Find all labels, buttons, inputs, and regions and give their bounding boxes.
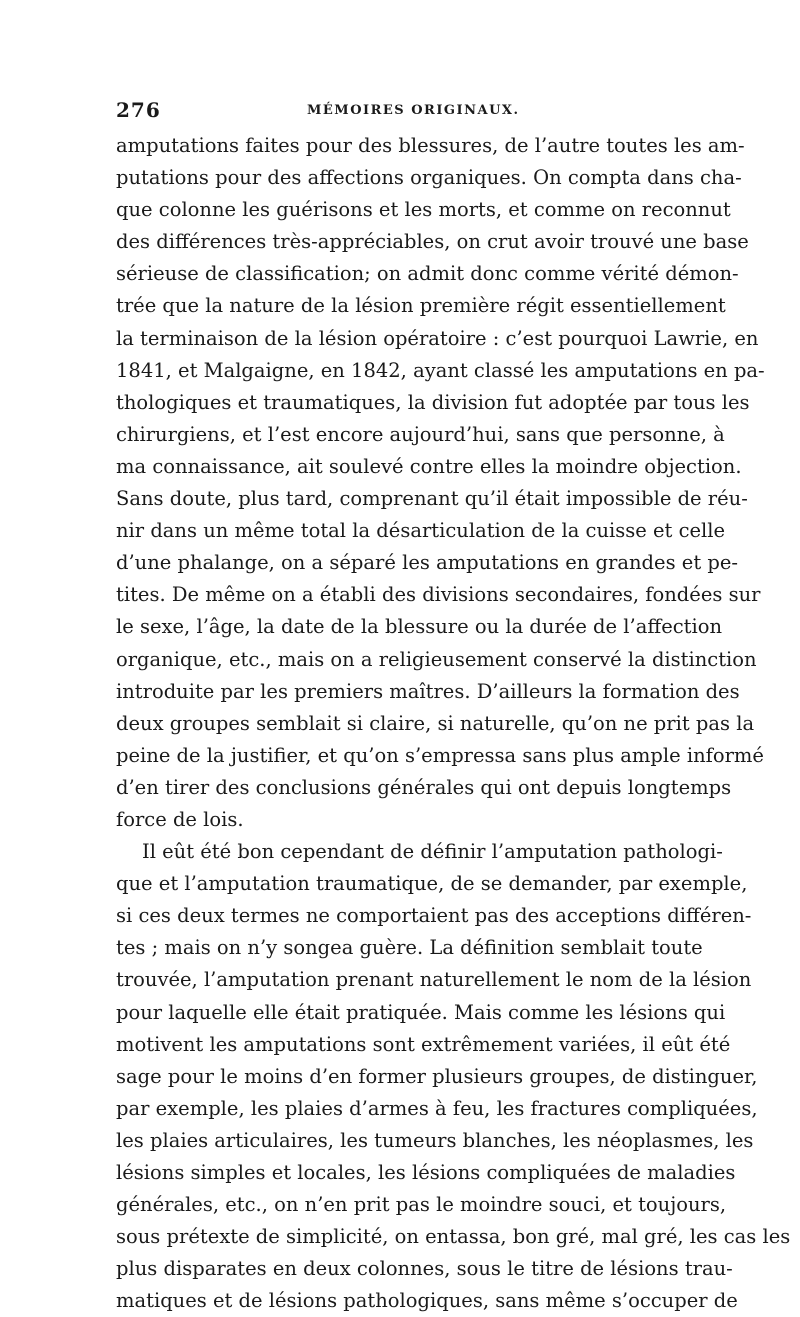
text-line: introduite par les premiers maîtres. D’ailleurs la formation des [116,679,740,703]
text-line: ma connaissance, ait soulevé contre elles la moindre objection. [116,454,742,478]
text-line: peine de la justifier, et qu’on s’empressa sans plus ample informé [116,743,764,767]
text-line: 1841, et Malgaigne, en 1842, ayant classé les amputations en pa- [116,358,765,382]
text-line: tes ; mais on n’y songea guère. La définition semblait toute [116,936,703,960]
text-line: putations pour des affections organiques. On compta dans cha- [116,166,742,190]
text-line: tites. De même on a établi des divisions secondaires, fondées sur [116,583,761,607]
text-line: sous prétexte de simplicité, on entassa, bon gré, mal gré, les cas les [116,1225,791,1249]
text-line: matiques et de lésions pathologiques, sans même s’occuper de [116,1289,738,1313]
text-line: que et l’amputation traumatique, de se demander, par exemple, [116,872,748,896]
text-line: trouvée, l’amputation prenant naturellement le nom de la lésion [116,968,752,992]
text-line: plus disparates en deux colonnes, sous le titre de lésions trau- [116,1257,733,1281]
text-line: d’en tirer des conclusions générales qui ont depuis longtemps [116,775,732,799]
text-line: pour laquelle elle était pratiquée. Mais comme les lésions qui [116,1000,726,1024]
text-line: trée que la nature de la lésion première régit essentiellement [116,294,726,318]
running-head: MÉMOIRES ORIGINAUX. [307,103,520,118]
text-line: force de lois. [116,807,244,831]
text-line: d’une phalange, on a séparé les amputations en grandes et pe- [116,551,738,575]
text-line: thologiques et traumatiques, la division fut adoptée par tous les [116,390,750,414]
text-line: que colonne les guérisons et les morts, et comme on reconnut [116,198,731,222]
text-line: sage pour le moins d’en former plusieurs groupes, de distinguer, [116,1064,758,1088]
text-line: Il eût été bon cependant de définir l’amputation pathologi- [142,840,723,864]
text-line: le sexe, l’âge, la date de la blessure ou la durée de l’affection [116,615,723,639]
text-line: sérieuse de classification; on admit donc comme vérité démon- [116,262,739,286]
text-line: lésions simples et locales, les lésions compliquées de maladies [116,1161,736,1184]
text-line: des différences très-appréciables, on crut avoir trouvé une base [116,230,749,254]
page-header [116,98,686,126]
text-line: la terminaison de la lésion opératoire : c’est pourquoi Lawrie, en [116,326,759,350]
text-line: générales, etc., on n’en prit pas le moindre souci, et toujours, [116,1193,727,1217]
paragraph [116,836,791,1317]
text-line: Sans doute, plus tard, comprenant qu’il était impossible de réu- [116,487,748,511]
text-line: motivent les amputations sont extrêmement variées, il eût été [116,1032,731,1056]
text-line: amputations faites pour des blessures, de l’autre toutes les am- [116,134,745,157]
text-line: nir dans un même total la désarticulation de la cuisse et celle [116,519,726,543]
text-line: les plaies articulaires, les tumeurs blanches, les néoplasmes, les [116,1128,754,1152]
page-number: 276 [116,98,161,122]
paragraph [116,130,765,836]
text-line: organique, etc., mais on a religieusement conservé la distinction [116,647,757,671]
body-text [116,130,791,1317]
text-line: chirurgiens, et l’est encore aujourd’hui, sans que personne, à [116,422,725,446]
text-line: par exemple, les plaies d’armes à feu, les fractures compliquées, [116,1096,758,1120]
text-line: si ces deux termes ne comportaient pas des acceptions différen- [116,904,752,928]
text-line: deux groupes semblait si claire, si naturelle, qu’on ne prit pas la [116,711,755,735]
